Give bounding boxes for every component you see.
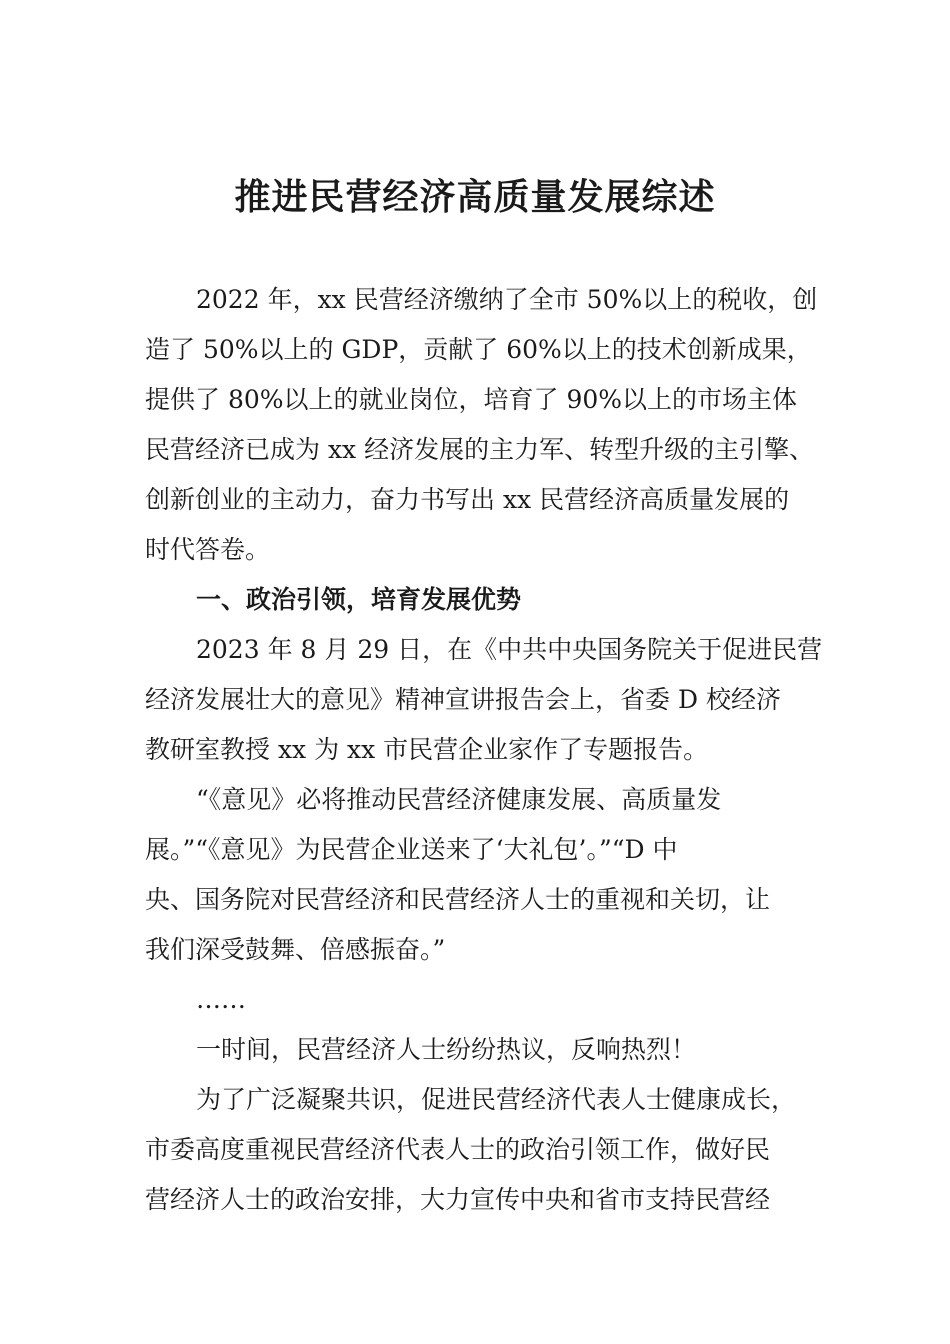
- paragraph-line: 央、国务院对民营经济和民营经济人士的重视和关切，让: [145, 885, 771, 914]
- paragraph-line: 2023 年 8 月 29 日，在《中共中央国务院关于促进民营: [196, 635, 823, 664]
- paragraph-line: 2022 年，xx 民营经济缴纳了全市 50%以上的税收，创: [196, 285, 818, 314]
- paragraph-line: 一时间，民营经济人士纷纷热议，反响热烈！: [196, 1035, 697, 1064]
- paragraph-line: 为了广泛凝聚共识，促进民营经济代表人士健康成长，: [196, 1085, 797, 1114]
- document-title: 推进民营经济高质量发展综述: [234, 177, 716, 218]
- paragraph-line: 创新创业的主动力，奋力书写出 xx 民营经济高质量发展的: [145, 485, 790, 514]
- ellipsis-line: ……: [196, 985, 246, 1014]
- paragraph-line: 展。”“《意见》为民营企业送来了‘大礼包’。”“D 中: [145, 835, 678, 864]
- paragraph-line: 教研室教授 xx 为 xx 市民营企业家作了专题报告。: [145, 735, 709, 764]
- paragraph-line: 我们深受鼓舞、倍感振奋。”: [145, 935, 446, 964]
- paragraph-line: 提供了 80%以上的就业岗位，培育了 90%以上的市场主体: [145, 385, 798, 414]
- paragraph-line: 民营经济已成为 xx 经济发展的主力军、转型升级的主引擎、: [145, 435, 815, 464]
- paragraph-line: 造了 50%以上的 GDP，贡献了 60%以上的技术创新成果，: [145, 335, 812, 364]
- paragraph-line: 市委高度重视民营经济代表人士的政治引领工作，做好民: [145, 1135, 771, 1164]
- paragraph-line: “《意见》必将推动民营经济健康发展、高质量发: [196, 785, 722, 814]
- section-heading: 一、政治引领，培育发展优势: [196, 585, 522, 614]
- paragraph-line: 经济发展壮大的意见》精神宣讲报告会上，省委 D 校经济: [145, 685, 781, 714]
- paragraph-line: 营经济人士的政治安排，大力宣传中央和省市支持民营经: [145, 1185, 771, 1214]
- paragraph-line: 时代答卷。: [145, 535, 271, 564]
